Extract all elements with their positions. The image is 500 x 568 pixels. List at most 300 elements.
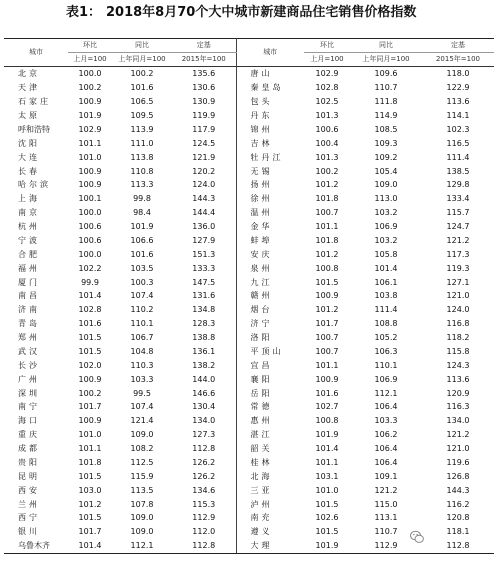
left-city-cell: 长春 <box>18 166 40 176</box>
left-yoy-cell: 103.5 <box>130 263 154 273</box>
left-mom-cell: 101.5 <box>78 346 102 356</box>
right-base-cell: 118.0 <box>446 69 470 79</box>
left-mom-cell: 101.9 <box>78 111 102 121</box>
right-mom-cell: 101.5 <box>315 277 339 287</box>
left-mom-cell: 101.5 <box>78 471 102 481</box>
right-city-cell: 韶关 <box>236 442 304 456</box>
left-yoy-cell: 107.4 <box>130 402 154 412</box>
left-mom-cell: 101.0 <box>78 430 102 440</box>
right-yoy-cell: 110.7 <box>374 527 398 537</box>
header-base-sub-right: 2015年=100 <box>422 53 494 67</box>
right-mom-cell: 101.1 <box>315 457 339 467</box>
left-city-cell: 青岛 <box>18 319 40 329</box>
right-city-cell: 丹东 <box>236 109 304 123</box>
left-yoy-cell: 115.9 <box>130 471 154 481</box>
left-yoy-cell: 111.0 <box>130 138 154 148</box>
right-base-cell: 124.3 <box>446 360 470 370</box>
right-mom-cell: 101.1 <box>315 222 339 232</box>
left-base-cell: 151.3 <box>192 249 216 259</box>
right-city-cell: 常德 <box>236 400 304 414</box>
right-city-cell: 吉林 <box>236 136 304 150</box>
left-mom-cell: 101.4 <box>68 539 112 554</box>
right-city-cell: 遵义 <box>236 525 304 539</box>
right-mom-cell: 101.4 <box>315 444 339 454</box>
right-city-cell: 金华 <box>236 220 304 234</box>
left-yoy-cell: 110.8 <box>130 166 154 176</box>
right-city-cell: 锦州 <box>236 123 304 137</box>
left-yoy-cell: 109.0 <box>130 513 154 523</box>
left-base-cell: 147.5 <box>192 277 216 287</box>
table-row <box>4 234 494 248</box>
right-mom-cell: 101.7 <box>315 319 339 329</box>
right-city-cell: 岳阳 <box>236 386 304 400</box>
left-mom-cell: 101.5 <box>78 333 102 343</box>
right-mom-cell: 101.5 <box>315 527 339 537</box>
right-base-cell: 116.2 <box>446 499 470 509</box>
left-city-cell: 南宁 <box>18 402 40 412</box>
right-city-cell: 安庆 <box>236 247 304 261</box>
table-row <box>4 81 494 95</box>
right-base-cell: 114.1 <box>446 111 470 121</box>
left-city-cell: 天津 <box>18 83 40 93</box>
right-yoy-cell: 106.4 <box>374 444 398 454</box>
left-city-cell: 济南 <box>18 305 40 315</box>
right-base-cell: 126.8 <box>446 471 470 481</box>
table-header <box>4 39 494 67</box>
left-city-cell: 武汉 <box>18 346 40 356</box>
right-yoy-cell: 115.0 <box>374 499 398 509</box>
left-base-cell: 144.0 <box>192 374 216 384</box>
header-base-sub-left: 2015年=100 <box>172 53 236 67</box>
left-city-cell: 西宁 <box>18 513 40 523</box>
left-mom-cell: 101.2 <box>78 499 102 509</box>
left-base-cell: 112.9 <box>192 513 216 523</box>
right-yoy-cell: 111.8 <box>374 97 398 107</box>
right-yoy-cell: 106.9 <box>374 222 398 232</box>
right-city-cell: 温州 <box>236 206 304 220</box>
header-base-left: 定基 <box>172 39 236 53</box>
left-mom-cell: 101.8 <box>78 457 102 467</box>
left-mom-cell: 101.5 <box>78 513 102 523</box>
right-base-cell: 138.5 <box>446 166 470 176</box>
left-base-cell: 134.6 <box>192 485 216 495</box>
left-yoy-cell: 99.5 <box>133 388 151 398</box>
left-city-cell: 大连 <box>18 152 40 162</box>
table-row <box>4 483 494 497</box>
right-mom-cell: 100.4 <box>315 138 339 148</box>
left-mom-cell: 101.1 <box>78 138 102 148</box>
right-mom-cell: 100.8 <box>315 263 339 273</box>
right-city-cell: 桂林 <box>236 456 304 470</box>
left-city-cell: 西安 <box>18 485 40 495</box>
left-yoy-cell: 98.4 <box>133 208 151 218</box>
right-yoy-cell: 103.2 <box>374 235 398 245</box>
right-yoy-cell: 106.3 <box>374 346 398 356</box>
left-yoy-cell: 107.8 <box>130 499 154 509</box>
right-city-cell: 赣州 <box>236 289 304 303</box>
table-row <box>4 67 494 81</box>
left-yoy-cell: 113.9 <box>130 124 154 134</box>
right-mom-cell: 101.8 <box>315 235 339 245</box>
table-row <box>4 400 494 414</box>
table-row <box>4 220 494 234</box>
right-mom-cell: 101.1 <box>315 360 339 370</box>
right-base-cell: 134.0 <box>446 416 470 426</box>
left-mom-cell: 100.9 <box>78 166 102 176</box>
table-row <box>4 303 494 317</box>
left-base-cell: 146.6 <box>192 388 216 398</box>
right-base-cell: 113.6 <box>446 374 470 384</box>
right-city-cell: 平顶山 <box>236 345 304 359</box>
left-yoy-cell: 110.3 <box>130 360 154 370</box>
left-base-cell: 134.0 <box>192 416 216 426</box>
left-mom-cell: 100.1 <box>78 194 102 204</box>
right-base-cell: 113.6 <box>446 97 470 107</box>
left-city-cell: 南京 <box>18 208 40 218</box>
left-base-cell: 131.6 <box>192 291 216 301</box>
table-row <box>4 372 494 386</box>
right-city-cell: 唐山 <box>236 67 304 81</box>
table-row <box>4 95 494 109</box>
left-city-cell: 福州 <box>18 263 40 273</box>
right-mom-cell: 101.6 <box>315 388 339 398</box>
right-yoy-cell: 114.9 <box>374 111 398 121</box>
left-mom-cell: 102.2 <box>78 263 102 273</box>
right-city-cell: 蚌埠 <box>236 234 304 248</box>
right-city-cell: 南充 <box>236 511 304 525</box>
left-mom-cell: 103.0 <box>78 485 102 495</box>
table-row <box>4 469 494 483</box>
table-row <box>4 414 494 428</box>
right-yoy-cell: 101.4 <box>374 263 398 273</box>
right-base-cell: 119.3 <box>446 263 470 273</box>
left-base-cell: 130.9 <box>192 97 216 107</box>
right-base-cell: 122.9 <box>446 83 470 93</box>
left-mom-cell: 102.9 <box>78 124 102 134</box>
table-row <box>4 275 494 289</box>
table-row <box>4 164 494 178</box>
right-city-cell: 湛江 <box>236 428 304 442</box>
left-base-cell: 127.9 <box>192 235 216 245</box>
right-base-cell: 111.4 <box>446 152 470 162</box>
right-city-cell: 无锡 <box>236 164 304 178</box>
left-city-cell: 南昌 <box>18 291 40 301</box>
right-mom-cell: 101.8 <box>315 194 339 204</box>
right-mom-cell: 101.9 <box>315 430 339 440</box>
table-row <box>4 345 494 359</box>
left-yoy-cell: 121.4 <box>130 416 154 426</box>
table-row <box>4 261 494 275</box>
right-yoy-cell: 106.9 <box>374 374 398 384</box>
right-base-cell: 129.8 <box>446 180 470 190</box>
left-city-cell: 深圳 <box>18 388 40 398</box>
left-mom-cell: 100.0 <box>78 208 102 218</box>
right-yoy-cell: 106.1 <box>374 277 398 287</box>
left-yoy-cell: 112.5 <box>130 457 154 467</box>
left-city-cell: 沈阳 <box>18 138 40 148</box>
watermark <box>410 528 486 546</box>
left-yoy-cell: 99.8 <box>133 194 151 204</box>
left-mom-cell: 101.7 <box>78 402 102 412</box>
right-yoy-cell: 112.1 <box>374 388 398 398</box>
right-yoy-cell: 109.1 <box>374 471 398 481</box>
left-base-cell: 138.2 <box>192 360 216 370</box>
left-mom-cell: 101.0 <box>78 152 102 162</box>
left-base-cell: 134.8 <box>192 305 216 315</box>
left-yoy-cell: 100.2 <box>130 69 154 79</box>
header-base-right: 定基 <box>422 39 494 53</box>
right-yoy-cell: 103.8 <box>374 291 398 301</box>
right-base-cell: 115.8 <box>446 346 470 356</box>
right-base-cell: 144.3 <box>446 485 470 495</box>
right-base-cell: 118.2 <box>446 333 470 343</box>
left-base-cell: 121.9 <box>192 152 216 162</box>
right-base-cell: 115.7 <box>446 208 470 218</box>
right-yoy-cell: 113.0 <box>374 194 398 204</box>
right-city-cell: 牡丹江 <box>236 150 304 164</box>
right-yoy-cell: 106.4 <box>374 457 398 467</box>
right-mom-cell: 102.9 <box>315 69 339 79</box>
left-mom-cell: 102.8 <box>78 305 102 315</box>
left-city-cell: 呼和浩特 <box>18 124 50 134</box>
right-base-cell: 120.9 <box>446 388 470 398</box>
table-row <box>4 511 494 525</box>
right-city-cell: 扬州 <box>236 178 304 192</box>
right-city-cell: 泉州 <box>236 261 304 275</box>
right-mom-cell: 100.8 <box>315 416 339 426</box>
right-yoy-cell: 111.4 <box>374 305 398 315</box>
table-row <box>4 178 494 192</box>
left-mom-cell: 102.0 <box>78 360 102 370</box>
header-mom-right: 环比 <box>304 39 350 53</box>
left-city-cell: 郑州 <box>18 333 40 343</box>
left-base-cell: 112.8 <box>172 539 236 554</box>
left-yoy-cell: 100.3 <box>130 277 154 287</box>
header-yoy-sub-left: 上年同月=100 <box>112 53 172 67</box>
left-mom-cell: 100.0 <box>78 249 102 259</box>
header-mom-sub-left: 上月=100 <box>68 53 112 67</box>
left-mom-cell: 101.4 <box>78 291 102 301</box>
left-city-cell: 石家庄 <box>18 97 51 107</box>
table-row <box>4 123 494 137</box>
left-mom-cell: 100.0 <box>78 69 102 79</box>
left-mom-cell: 100.9 <box>78 97 102 107</box>
left-city-cell: 成都 <box>18 444 40 454</box>
left-yoy-cell: 101.6 <box>130 249 154 259</box>
left-mom-cell: 100.9 <box>78 180 102 190</box>
right-mom-cell: 101.9 <box>304 539 350 554</box>
right-mom-cell: 103.1 <box>315 471 339 481</box>
left-yoy-cell: 106.5 <box>130 97 154 107</box>
right-yoy-cell: 108.8 <box>374 319 398 329</box>
left-base-cell: 144.3 <box>192 194 216 204</box>
header-mom-sub-right: 上月=100 <box>304 53 350 67</box>
left-yoy-cell: 113.8 <box>130 152 154 162</box>
left-base-cell: 136.0 <box>192 222 216 232</box>
left-yoy-cell: 106.7 <box>130 333 154 343</box>
right-city-cell: 济宁 <box>236 317 304 331</box>
right-yoy-cell: 103.3 <box>374 416 398 426</box>
table-row <box>4 136 494 150</box>
right-city-cell: 惠州 <box>236 414 304 428</box>
right-base-cell: 121.2 <box>446 430 470 440</box>
left-yoy-cell: 103.3 <box>130 374 154 384</box>
left-base-cell: 128.3 <box>192 319 216 329</box>
table-row <box>4 331 494 345</box>
left-city-cell: 北京 <box>18 69 40 79</box>
right-mom-cell: 100.2 <box>315 166 339 176</box>
left-yoy-cell: 109.0 <box>130 430 154 440</box>
left-city-cell: 银川 <box>18 527 40 537</box>
right-yoy-cell: 109.2 <box>374 152 398 162</box>
left-city-cell: 太原 <box>18 111 40 121</box>
right-mom-cell: 102.8 <box>315 83 339 93</box>
header-city-right: 城市 <box>236 39 304 67</box>
left-base-cell: 135.6 <box>192 69 216 79</box>
right-base-cell: 119.6 <box>446 457 470 467</box>
left-base-cell: 126.2 <box>192 457 216 467</box>
left-mom-cell: 100.6 <box>78 235 102 245</box>
right-base-cell: 133.4 <box>446 194 470 204</box>
right-yoy-cell: 110.7 <box>374 83 398 93</box>
left-city-cell: 海口 <box>18 416 40 426</box>
right-mom-cell: 101.2 <box>315 305 339 315</box>
right-yoy-cell: 106.4 <box>374 402 398 412</box>
right-yoy-cell: 105.8 <box>374 249 398 259</box>
right-yoy-cell: 109.6 <box>374 69 398 79</box>
right-mom-cell: 102.5 <box>315 97 339 107</box>
left-yoy-cell: 109.5 <box>130 111 154 121</box>
right-mom-cell: 100.7 <box>315 333 339 343</box>
left-city-cell: 杭州 <box>18 222 40 232</box>
table-row <box>4 428 494 442</box>
left-mom-cell: 100.2 <box>78 388 102 398</box>
right-mom-cell: 100.9 <box>315 291 339 301</box>
left-yoy-cell: 107.4 <box>130 291 154 301</box>
left-base-cell: 138.8 <box>192 333 216 343</box>
left-base-cell: 136.1 <box>192 346 216 356</box>
right-city-cell: 襄阳 <box>236 372 304 386</box>
right-yoy-cell: 109.0 <box>374 180 398 190</box>
table-row <box>4 442 494 456</box>
left-mom-cell: 100.9 <box>78 374 102 384</box>
header-mom-left: 环比 <box>68 39 112 53</box>
left-yoy-cell: 101.9 <box>130 222 154 232</box>
right-city-cell: 大理 <box>236 539 304 554</box>
table-caption: 2018年8月70个大中城市新建商品住宅销售价格指数 <box>106 5 417 20</box>
right-mom-cell: 101.3 <box>315 111 339 121</box>
right-base-cell: 118.1 <box>446 527 470 537</box>
right-yoy-cell: 121.2 <box>374 485 398 495</box>
left-yoy-cell: 109.0 <box>130 527 154 537</box>
left-city-cell: 宁波 <box>18 235 40 245</box>
right-base-cell: 124.0 <box>446 305 470 315</box>
right-mom-cell: 100.7 <box>315 208 339 218</box>
right-mom-cell: 100.9 <box>315 374 339 384</box>
right-yoy-cell: 103.2 <box>374 208 398 218</box>
left-yoy-cell: 113.5 <box>130 485 154 495</box>
left-base-cell: 127.3 <box>192 430 216 440</box>
right-city-cell: 北海 <box>236 469 304 483</box>
left-city-cell: 上海 <box>18 194 40 204</box>
right-city-cell: 徐州 <box>236 192 304 206</box>
header-yoy-left: 同比 <box>112 39 172 53</box>
right-mom-cell: 102.7 <box>315 402 339 412</box>
left-base-cell: 124.0 <box>192 180 216 190</box>
left-yoy-cell: 101.6 <box>130 83 154 93</box>
left-yoy-cell: 108.2 <box>130 444 154 454</box>
right-mom-cell: 101.5 <box>315 499 339 509</box>
left-city-cell: 哈尔滨 <box>18 180 51 190</box>
right-yoy-cell: 110.1 <box>374 360 398 370</box>
table-row <box>4 109 494 123</box>
right-mom-cell: 101.2 <box>315 180 339 190</box>
right-base-cell: 121.2 <box>446 235 470 245</box>
header-yoy-right: 同比 <box>350 39 422 53</box>
left-yoy-cell: 104.8 <box>130 346 154 356</box>
table-row <box>4 456 494 470</box>
left-base-cell: 120.2 <box>192 166 216 176</box>
right-base-cell: 117.3 <box>446 249 470 259</box>
left-city-cell: 广州 <box>18 374 40 384</box>
table-row <box>4 497 494 511</box>
wechat-icon <box>410 530 424 544</box>
left-city-cell: 贵阳 <box>18 457 40 467</box>
right-mom-cell: 101.2 <box>315 249 339 259</box>
table-row <box>4 386 494 400</box>
right-mom-cell: 101.0 <box>315 485 339 495</box>
right-city-cell: 烟台 <box>236 303 304 317</box>
left-mom-cell: 101.7 <box>78 527 102 537</box>
table-row <box>4 358 494 372</box>
left-base-cell: 144.4 <box>192 208 216 218</box>
right-base-cell: 112.8 <box>422 539 494 554</box>
left-yoy-cell: 112.1 <box>112 539 172 554</box>
table-number: 表1： <box>66 5 102 20</box>
left-base-cell: 115.3 <box>192 499 216 509</box>
right-base-cell: 121.0 <box>446 444 470 454</box>
right-yoy-cell: 113.1 <box>374 513 398 523</box>
right-mom-cell: 102.6 <box>315 513 339 523</box>
header-yoy-sub-right: 上年同月=100 <box>350 53 422 67</box>
left-yoy-cell: 113.3 <box>130 180 154 190</box>
right-base-cell: 124.7 <box>446 222 470 232</box>
right-city-cell: 包头 <box>236 95 304 109</box>
right-base-cell: 121.0 <box>446 291 470 301</box>
right-yoy-cell: 105.4 <box>374 166 398 176</box>
left-base-cell: 133.3 <box>192 263 216 273</box>
left-yoy-cell: 110.1 <box>130 319 154 329</box>
right-city-cell: 宜昌 <box>236 358 304 372</box>
header-city-left: 城市 <box>4 39 68 67</box>
left-city-cell: 长沙 <box>18 360 40 370</box>
table-row <box>4 150 494 164</box>
right-base-cell: 116.8 <box>446 319 470 329</box>
left-base-cell: 124.5 <box>192 138 216 148</box>
table-row <box>4 289 494 303</box>
left-mom-cell: 100.9 <box>78 416 102 426</box>
left-city-cell: 兰州 <box>18 499 40 509</box>
table-row <box>4 206 494 220</box>
right-yoy-cell: 106.2 <box>374 430 398 440</box>
left-mom-cell: 100.2 <box>78 83 102 93</box>
left-mom-cell: 99.9 <box>81 277 99 287</box>
table-title <box>0 2 500 24</box>
left-base-cell: 130.6 <box>192 83 216 93</box>
left-yoy-cell: 106.6 <box>130 235 154 245</box>
left-base-cell: 112.8 <box>192 444 216 454</box>
right-yoy-cell: 112.9 <box>350 539 422 554</box>
